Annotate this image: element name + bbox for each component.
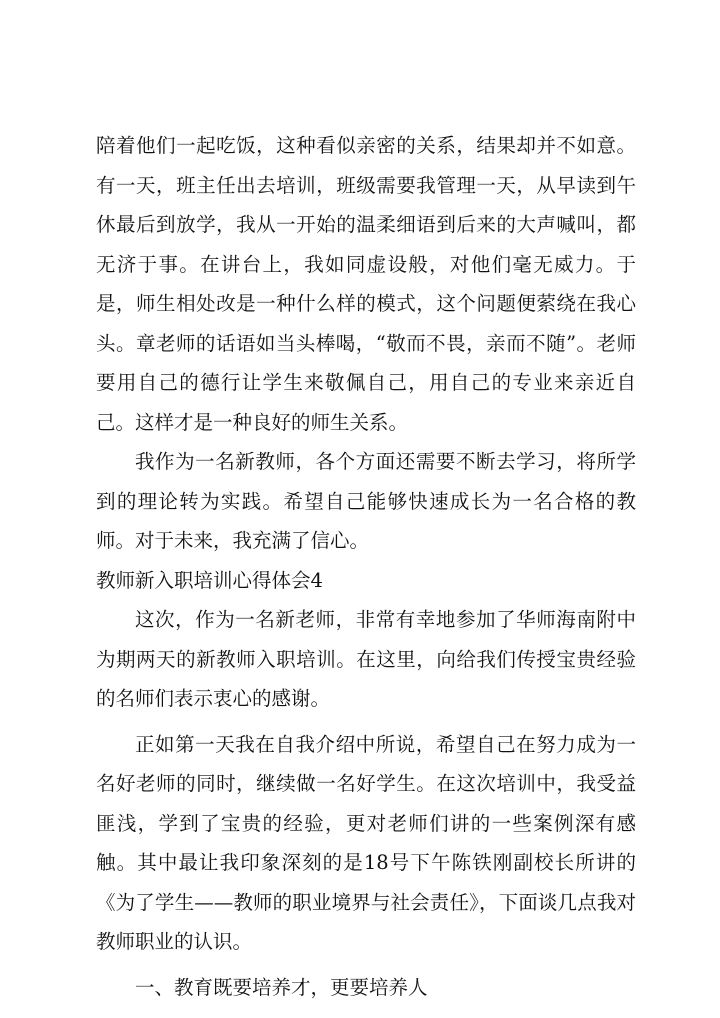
paragraph-teacher-student-relationship: 陪着他们一起吃饭，这种看似亲密的关系，结果却并不如意。有一天，班主任出去培训，班级需要我管理一天，从早读到午休最后到放学，我从一开始的温柔细语到后来的大声喊叫，都无济于事。在讲台上，我如同虚设般，对他们毫无威力。于是，师生相处改是一种什么样的模式，这个问题便萦绕在我心头。章老师的话语如当头棒喝，“敬而不畏，亲而不随”。老师要用自己的德行让学生来敬佩自己，用自己的专业来亲近自己。这样才是一种良好的师生关系。 (96, 134, 636, 434)
document-body (96, 126, 636, 1007)
section-title: 教师新入职培训心得体会4 (96, 568, 323, 592)
paragraph-training-thanks: 这次，作为一名新老师，非常有幸地参加了华师海南附中为期两天的新教师入职培训。在这里，向给我们传授宝贵经验的名师们表示衷心的感谢。 (96, 608, 636, 710)
subheading-education-principle: 一、教育既要培养才，更要培养人 (135, 975, 428, 999)
paragraph-new-teacher-growth: 我作为一名新教师，各个方面还需要不断去学习，将所学到的理论转为实践。希望自己能够快速成长为一名合格的教师。对于未来，我充满了信心。 (96, 450, 636, 552)
paragraph-training-reflection: 正如第一天我在自我介绍中所说，希望自己在努力成为一名好老师的同时，继续做一名好学生。在这次培训中，我受益匪浅，学到了宝贵的经验，更对老师们讲的一些案例深有感触。其中最让我印象深刻的是18号下午陈铁刚副校长所讲的《为了学生——教师的职业境界与社会责任》，下面谈几点我对教师职业的认识。 (96, 732, 636, 953)
